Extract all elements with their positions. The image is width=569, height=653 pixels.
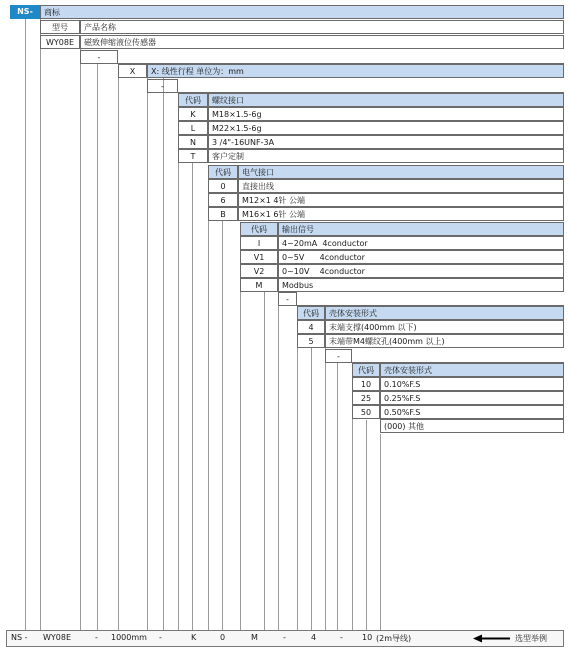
accuracy-desc: 0.25%F.S bbox=[380, 391, 564, 405]
mounting-code: 5 bbox=[297, 334, 325, 348]
output-desc: 0~10V 4conductor bbox=[278, 264, 564, 278]
guide-line bbox=[80, 48, 81, 630]
output-desc: 0~5V 4conductor bbox=[278, 250, 564, 264]
guide-line bbox=[337, 363, 338, 630]
output-code: V1 bbox=[240, 250, 278, 264]
thread-code: K bbox=[178, 107, 208, 121]
example-dash: - bbox=[159, 633, 162, 642]
thread-desc: M18×1.5-6g bbox=[208, 107, 564, 121]
example-label: 选型举例 bbox=[515, 634, 547, 643]
guide-line bbox=[178, 163, 179, 630]
mounting-header-code: 代码 bbox=[297, 306, 325, 320]
electrical-desc: M16×1 6针 公端 bbox=[238, 207, 564, 221]
model-name: 磁致伸缩液位传感器 bbox=[80, 35, 564, 49]
brand-code: NS- bbox=[10, 5, 40, 19]
example-stroke: 1000mm bbox=[111, 633, 147, 642]
example-cable-note: (2m导线) bbox=[376, 634, 412, 643]
guide-line bbox=[25, 18, 26, 630]
guide-line bbox=[192, 163, 193, 630]
electrical-code: 0 bbox=[208, 179, 238, 193]
mounting-header-label: 壳体安装形式 bbox=[325, 306, 564, 320]
thread-code: N bbox=[178, 135, 208, 149]
guide-line bbox=[97, 63, 98, 630]
output-desc: Modbus bbox=[278, 278, 564, 292]
guide-line bbox=[118, 63, 119, 630]
model-header: 型号 bbox=[40, 20, 80, 34]
separator-dash: - bbox=[278, 292, 297, 306]
accuracy-desc: 0.50%F.S bbox=[380, 405, 564, 419]
guide-line bbox=[208, 221, 209, 630]
thread-header-code: 代码 bbox=[178, 93, 208, 107]
electrical-code: B bbox=[208, 207, 238, 221]
accuracy-header-code: 代码 bbox=[352, 363, 380, 377]
mounting-desc: 末端带M4螺纹孔(400mm 以上) bbox=[325, 334, 564, 348]
example-electrical: 0 bbox=[220, 633, 226, 642]
guide-line bbox=[40, 18, 41, 630]
guide-line bbox=[325, 348, 326, 630]
guide-line bbox=[278, 306, 279, 630]
guide-line bbox=[163, 78, 164, 630]
electrical-desc: 直接出线 bbox=[238, 179, 564, 193]
guide-line bbox=[264, 291, 265, 630]
separator-dash: - bbox=[325, 349, 352, 363]
accuracy-code: 10 bbox=[352, 377, 380, 391]
product-name-label: 产品名称 bbox=[80, 20, 564, 34]
output-code: M bbox=[240, 278, 278, 292]
separator-dash: - bbox=[147, 79, 178, 93]
stroke-code: X bbox=[118, 64, 147, 78]
mounting-code: 4 bbox=[297, 320, 325, 334]
electrical-desc: M12×1 4针 公端 bbox=[238, 193, 564, 207]
guide-line bbox=[311, 348, 312, 630]
thread-header-label: 螺纹接口 bbox=[208, 93, 564, 107]
example-dash: - bbox=[95, 633, 98, 642]
accuracy-other: (000) 其他 bbox=[380, 419, 564, 433]
electrical-header-label: 电气接口 bbox=[238, 165, 564, 179]
example-accuracy: 10 bbox=[362, 633, 373, 642]
separator-dash: - bbox=[80, 50, 118, 64]
thread-desc: 客户定制 bbox=[208, 149, 564, 163]
output-code: I bbox=[240, 236, 278, 250]
brand-label: 商标 bbox=[40, 5, 564, 19]
example-brand: NS - bbox=[11, 633, 28, 642]
mounting-desc: 末端支撑(400mm 以下) bbox=[325, 320, 564, 334]
example-output: M bbox=[251, 633, 258, 642]
example-model: WY08E bbox=[43, 633, 72, 642]
guide-line bbox=[297, 306, 298, 630]
thread-desc: 3 /4"-16UNF-3A bbox=[208, 135, 564, 149]
electrical-code: 6 bbox=[208, 193, 238, 207]
output-code: V2 bbox=[240, 264, 278, 278]
example-mounting: 4 bbox=[311, 633, 317, 642]
guide-line bbox=[222, 221, 223, 630]
thread-desc: M22×1.5-6g bbox=[208, 121, 564, 135]
output-header-label: 输出信号 bbox=[278, 222, 564, 236]
output-desc: 4~20mA 4conductor bbox=[278, 236, 564, 250]
output-header-code: 代码 bbox=[240, 222, 278, 236]
arrow-left-icon bbox=[473, 634, 511, 645]
guide-line bbox=[366, 420, 367, 630]
electrical-header-code: 代码 bbox=[208, 165, 238, 179]
stroke-desc: X: 线性行程 单位为：mm bbox=[147, 64, 564, 78]
thread-code: L bbox=[178, 121, 208, 135]
guide-line bbox=[380, 434, 381, 630]
accuracy-desc: 0.10%F.S bbox=[380, 377, 564, 391]
example-thread: K bbox=[191, 633, 197, 642]
example-dash: - bbox=[340, 633, 343, 642]
thread-code: T bbox=[178, 149, 208, 163]
example-dash: - bbox=[283, 633, 286, 642]
selection-example-row bbox=[6, 630, 564, 647]
accuracy-code: 25 bbox=[352, 391, 380, 405]
accuracy-header-label: 壳体安装形式 bbox=[380, 363, 564, 377]
guide-line bbox=[147, 78, 148, 630]
model-code: WY08E bbox=[40, 35, 80, 49]
guide-line bbox=[240, 291, 241, 630]
accuracy-code: 50 bbox=[352, 405, 380, 419]
